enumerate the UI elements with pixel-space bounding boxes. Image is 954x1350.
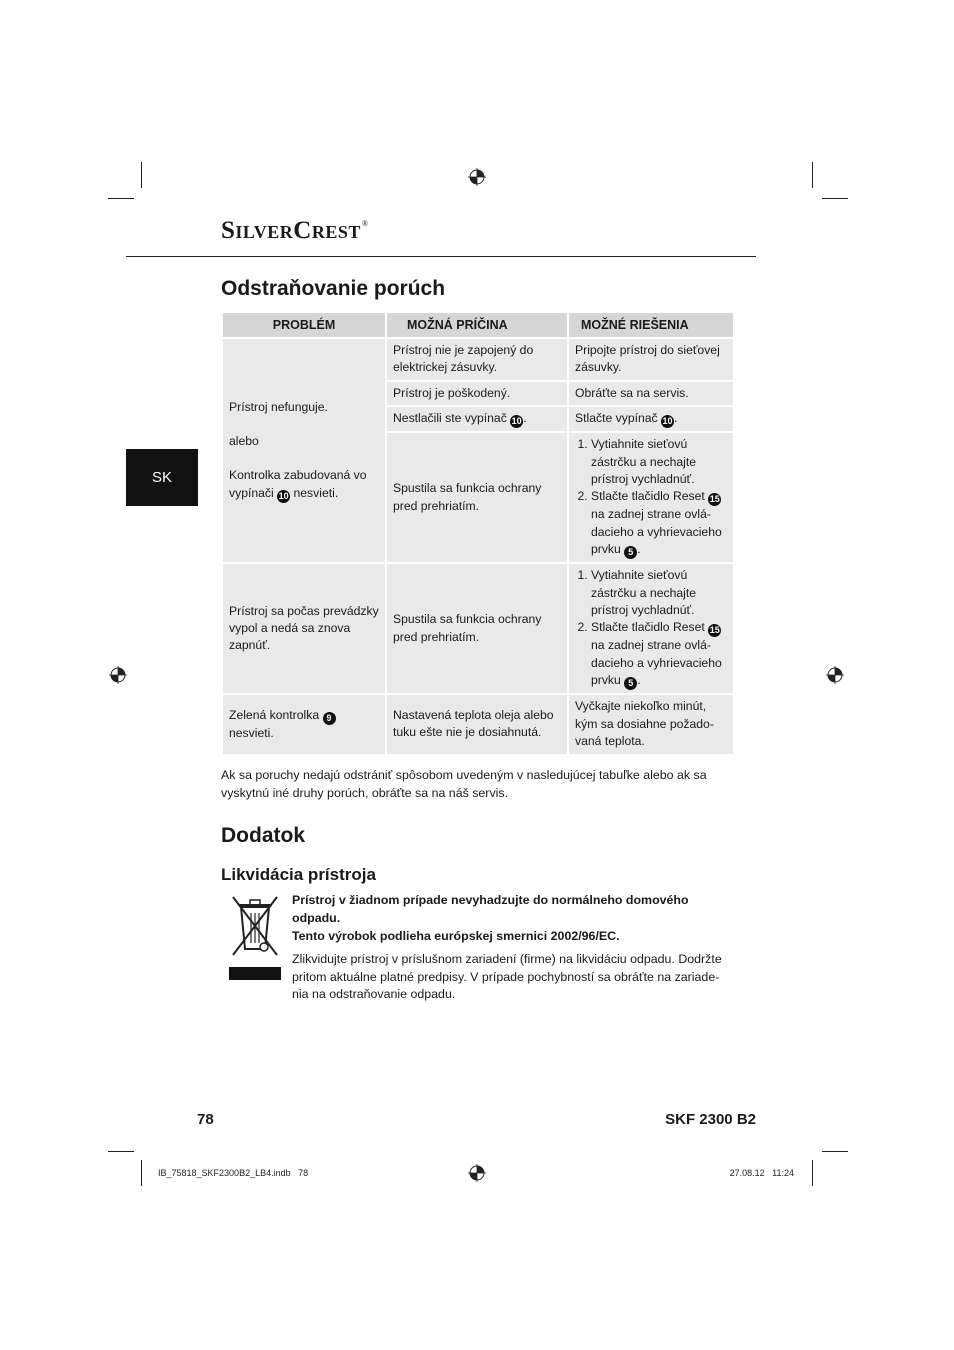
crop-mark [812,162,813,188]
cause-cell: Nastavená teplota oleja alebo tuku ešte nie je dosiahnutá. [386,694,568,754]
problem-cell: Prístroj sa počas prevádzky vypol a nedá sa znova zapnúť. [222,563,386,694]
problem-cell: Prístroj nefunguje. alebo Kontrolka zabudovaná vo vypínači 10 nesvieti. [222,338,386,563]
weee-crossed-bin-icon [227,893,283,983]
registration-mark-icon [468,1164,486,1182]
section-title: Odstraňovanie porúch [221,277,446,300]
solution-cell: Pripojte prístroj do sieťovej zásuvky. [568,338,734,381]
reference-number-badge: 9 [323,712,336,725]
disposal-text: Zlikvidujte prístroj v príslušnom zariadení (firme) na likvidáciu odpadu. Dodržte pritom aktuálne platné predpisy. V prípade pochybností sa obráťte na zariade-nia na odstraňovanie odpadu. [292,952,722,1002]
registration-mark-icon [468,168,486,186]
reference-number-badge: 10 [278,490,289,501]
crop-mark [822,198,848,199]
directive-notice: Tento výrobok podlieha európskej smernici 2002/96/EC. [292,929,620,943]
troubleshooting-table [221,311,735,756]
cause-cell: Spustila sa funkcia ochrany pred prehriatím. [386,432,568,563]
model-number: SKF 2300 B2 [665,1111,756,1128]
cause-cell: Prístroj nie je zapojený do elektrickej zásuvky. [386,338,568,381]
solution-steps: 1. Vytiahnite sieťovú zástrčku a nechajte prístroj vychladnúť. 2. Stlačte tlačidlo Reset 15 na zadnej strane ovlá-dacieho a vyhrievacieho prvku 5 . [575,436,727,559]
cause-cell: Prístroj je poškodený. [386,381,568,406]
registration-mark-icon [826,666,844,684]
column-header: PROBLÉM [222,312,386,338]
column-header: MOŽNÁ PRÍČINA [386,312,568,338]
reference-number-badge: 10 [662,416,673,427]
crop-mark [108,1151,134,1152]
language-tab: SK [126,449,198,506]
cause-cell: Nestlačili ste vypínač 10 . [386,406,568,432]
solution-cell [568,563,734,694]
crop-mark [141,162,142,188]
problem-cell: Zelená kontrolka 9 nesvieti. [222,694,386,754]
print-slug-file: IB_75818_SKF2300B2_LB4.indb 78 [158,1168,309,1178]
registration-mark-icon [109,666,127,684]
crop-mark [141,1160,142,1186]
solution-cell: Vyčkajte niekoľko minút, kým sa dosiahne požado-vaná teplota. [568,694,734,754]
solution-cell: Obráťte sa na servis. [568,381,734,406]
solution-cell [568,432,734,563]
solution-cell: Stlačte vypínač 10 . [568,406,734,432]
crop-mark [108,198,134,199]
reference-number-badge: 15 [709,625,720,636]
reference-number-badge: 5 [624,546,637,559]
reference-number-badge: 5 [624,677,637,690]
crop-mark [822,1151,848,1152]
print-slug-date: 27.08.12 11:24 [729,1168,794,1178]
cause-cell: Spustila sa funkcia ochrany pred prehriatím. [386,563,568,694]
section-title: Dodatok [221,824,305,847]
reference-number-badge: 10 [511,416,522,427]
column-header: MOŽNÉ RIEŠENIA [568,312,734,338]
reference-number-badge: 15 [709,494,720,505]
crop-mark [812,1160,813,1186]
subsection-title: Likvidácia prístroja [221,865,376,884]
header-rule [126,256,756,257]
service-note: Ak sa poruchy nedajú odstrániť spôsobom uvedeným v nasledujúcej tabuľke alebo ak sa vyskytnú iné druhy porúch, obráťte sa na náš servis. [221,768,707,800]
solution-steps: 1. Vytiahnite sieťovú zástrčku a nechajte prístroj vychladnúť. 2. Stlačte tlačidlo Reset 15 na zadnej strane ovlá-dacieho a vyhrievacieho prvku 5 . [575,567,727,690]
brand-logo: SilverCrest® [221,217,369,244]
disposal-warning: Prístroj v žiadnom prípade nevyhadzujte do normálneho domového odpadu. [292,893,689,925]
page-number: 78 [197,1111,214,1128]
